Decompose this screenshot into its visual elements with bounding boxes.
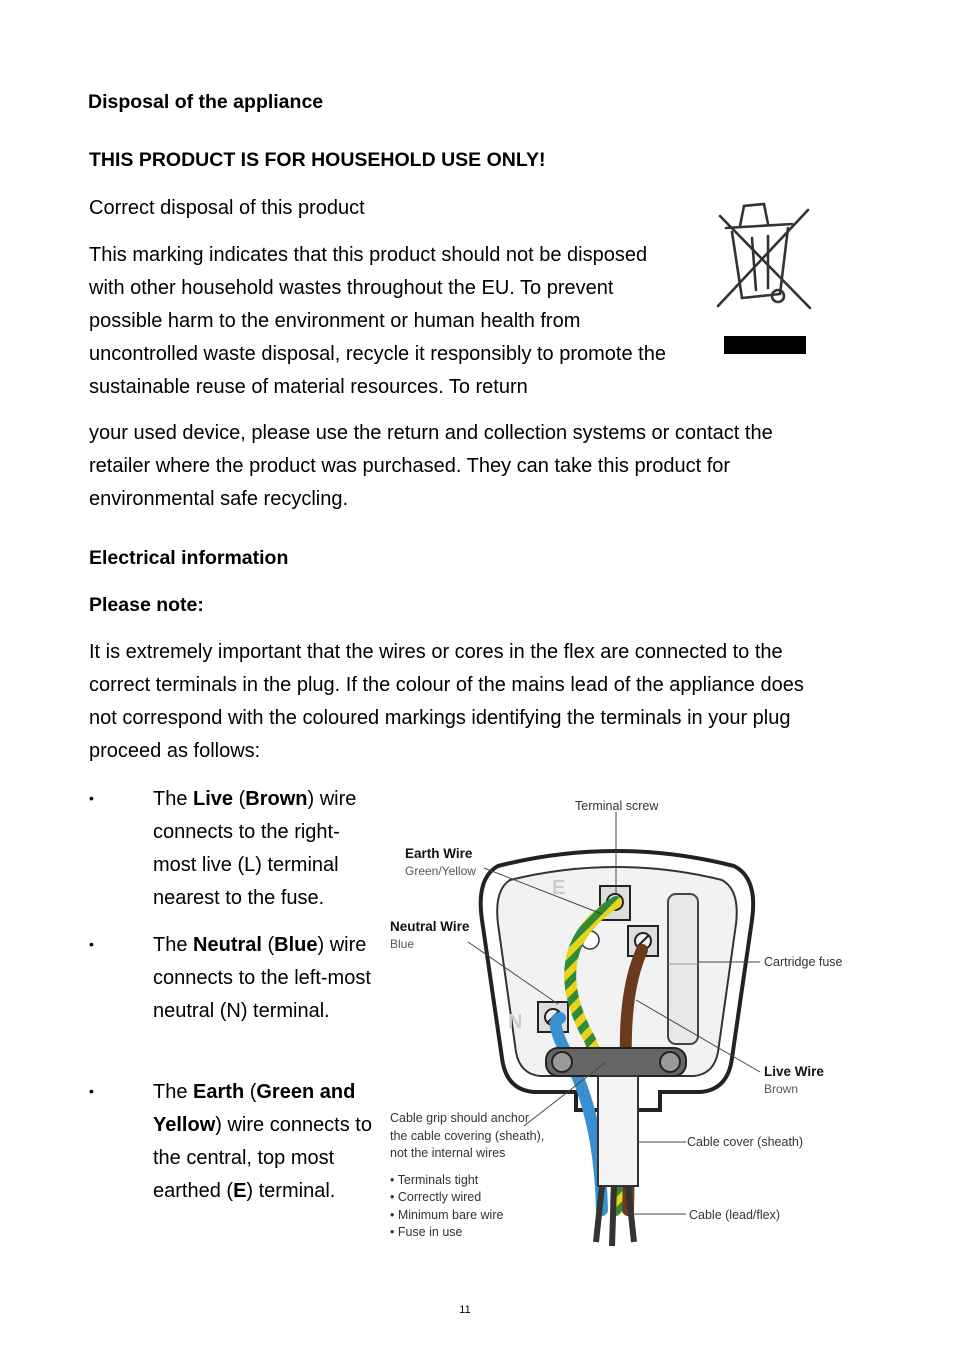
text: The xyxy=(153,1081,194,1103)
label-neutral-wire: Neutral Wire xyxy=(390,919,470,934)
text-line: proceed as follows: xyxy=(89,740,261,762)
mark-e: E xyxy=(552,877,566,899)
text: The xyxy=(153,934,194,956)
text-line: sustainable reuse of material resources. To return xyxy=(89,376,528,398)
bullet-marker: • xyxy=(89,936,94,952)
text-line: your used device, please use the return and collection systems or contact the xyxy=(89,422,773,444)
text-line: possible harm to the environment or human health from xyxy=(89,310,581,332)
neutral-word: Neutral xyxy=(193,934,262,956)
label-cable-grip: not the internal wires xyxy=(390,1146,506,1160)
label-terminal-screw: Terminal screw xyxy=(575,799,659,813)
green-yellow-word: Green and Yellow xyxy=(153,1081,356,1136)
text: The xyxy=(153,788,194,810)
checklist-item: • Minimum bare wire xyxy=(390,1208,504,1222)
label-neutral-color: Blue xyxy=(390,937,415,951)
disposal-continued xyxy=(89,417,773,516)
bullet-earth xyxy=(153,1076,378,1208)
checklist-item: • Fuse in use xyxy=(390,1225,463,1239)
brown-word: Brown xyxy=(245,788,308,810)
text-line: This marking indicates that this product should not be disposed xyxy=(89,244,648,266)
bullet-neutral xyxy=(153,929,378,1028)
live-word: Live xyxy=(193,788,234,810)
household-notice: THIS PRODUCT IS FOR HOUSEHOLD USE ONLY! xyxy=(89,149,546,171)
note-paragraph xyxy=(89,636,804,768)
label-cable-cover: Cable cover (sheath) xyxy=(687,1135,804,1149)
label-cartridge-fuse: Cartridge fuse xyxy=(764,955,843,969)
page-number: 11 xyxy=(459,1304,471,1316)
text: ( xyxy=(261,934,275,956)
checklist-item: • Terminals tight xyxy=(390,1173,479,1187)
text: ( xyxy=(233,788,246,810)
text: ) terminal. xyxy=(246,1180,336,1202)
crossed-bin-icon xyxy=(706,198,828,364)
text: ) wire connects to the right-most live (L) terminal nearest to the fuse. xyxy=(153,788,357,909)
bullet-marker: • xyxy=(89,790,94,806)
text-line: uncontrolled waste disposal, recycle it responsibly to promote the xyxy=(89,343,666,365)
label-cable-lead: Cable (lead/flex) xyxy=(689,1208,781,1222)
electrical-heading: Electrical information xyxy=(89,547,289,569)
text: ) wire connects to the left-most neutral (N) terminal. xyxy=(153,934,371,1022)
text: ( xyxy=(244,1081,257,1103)
label-cable-grip: the cable covering (sheath), xyxy=(390,1129,545,1143)
label-earth-wire: Earth Wire xyxy=(405,846,473,861)
text-line: retailer where the product was purchased. They can take this product for xyxy=(89,455,731,477)
blue-word: Blue xyxy=(274,934,318,956)
mark-n: N xyxy=(508,1011,523,1033)
e-letter: E xyxy=(233,1180,247,1202)
text-line: It is extremely important that the wires or cores in the flex are connected to the xyxy=(89,641,783,663)
bullet-live xyxy=(153,783,378,915)
text-line: environmental safe recycling. xyxy=(89,488,349,510)
disposal-heading: Correct disposal of this product xyxy=(89,197,365,219)
plug-wiring-diagram xyxy=(380,790,850,1250)
label-earth-color: Green/Yellow xyxy=(405,864,476,878)
bullet-marker: • xyxy=(89,1083,94,1099)
please-note: Please note: xyxy=(89,594,204,616)
cable-sheath xyxy=(598,1076,638,1186)
section-title: Disposal of the appliance xyxy=(88,91,324,113)
label-cable-grip: Cable grip should anchor xyxy=(390,1111,529,1125)
earth-word: Earth xyxy=(193,1081,245,1103)
label-live-wire: Live Wire xyxy=(764,1064,824,1079)
text-line: not correspond with the coloured markings identifying the terminals in your plug xyxy=(89,707,791,729)
text-line: with other household wastes throughout the EU. To prevent xyxy=(89,277,614,299)
checklist-item: • Correctly wired xyxy=(390,1190,482,1204)
text-line: correct terminals in the plug. If the colour of the mains lead of the appliance does xyxy=(89,674,804,696)
text: ) wire connects to the central, top most earthed ( xyxy=(153,1114,372,1202)
disposal-paragraph xyxy=(89,239,666,404)
label-live-color: Brown xyxy=(764,1082,799,1096)
